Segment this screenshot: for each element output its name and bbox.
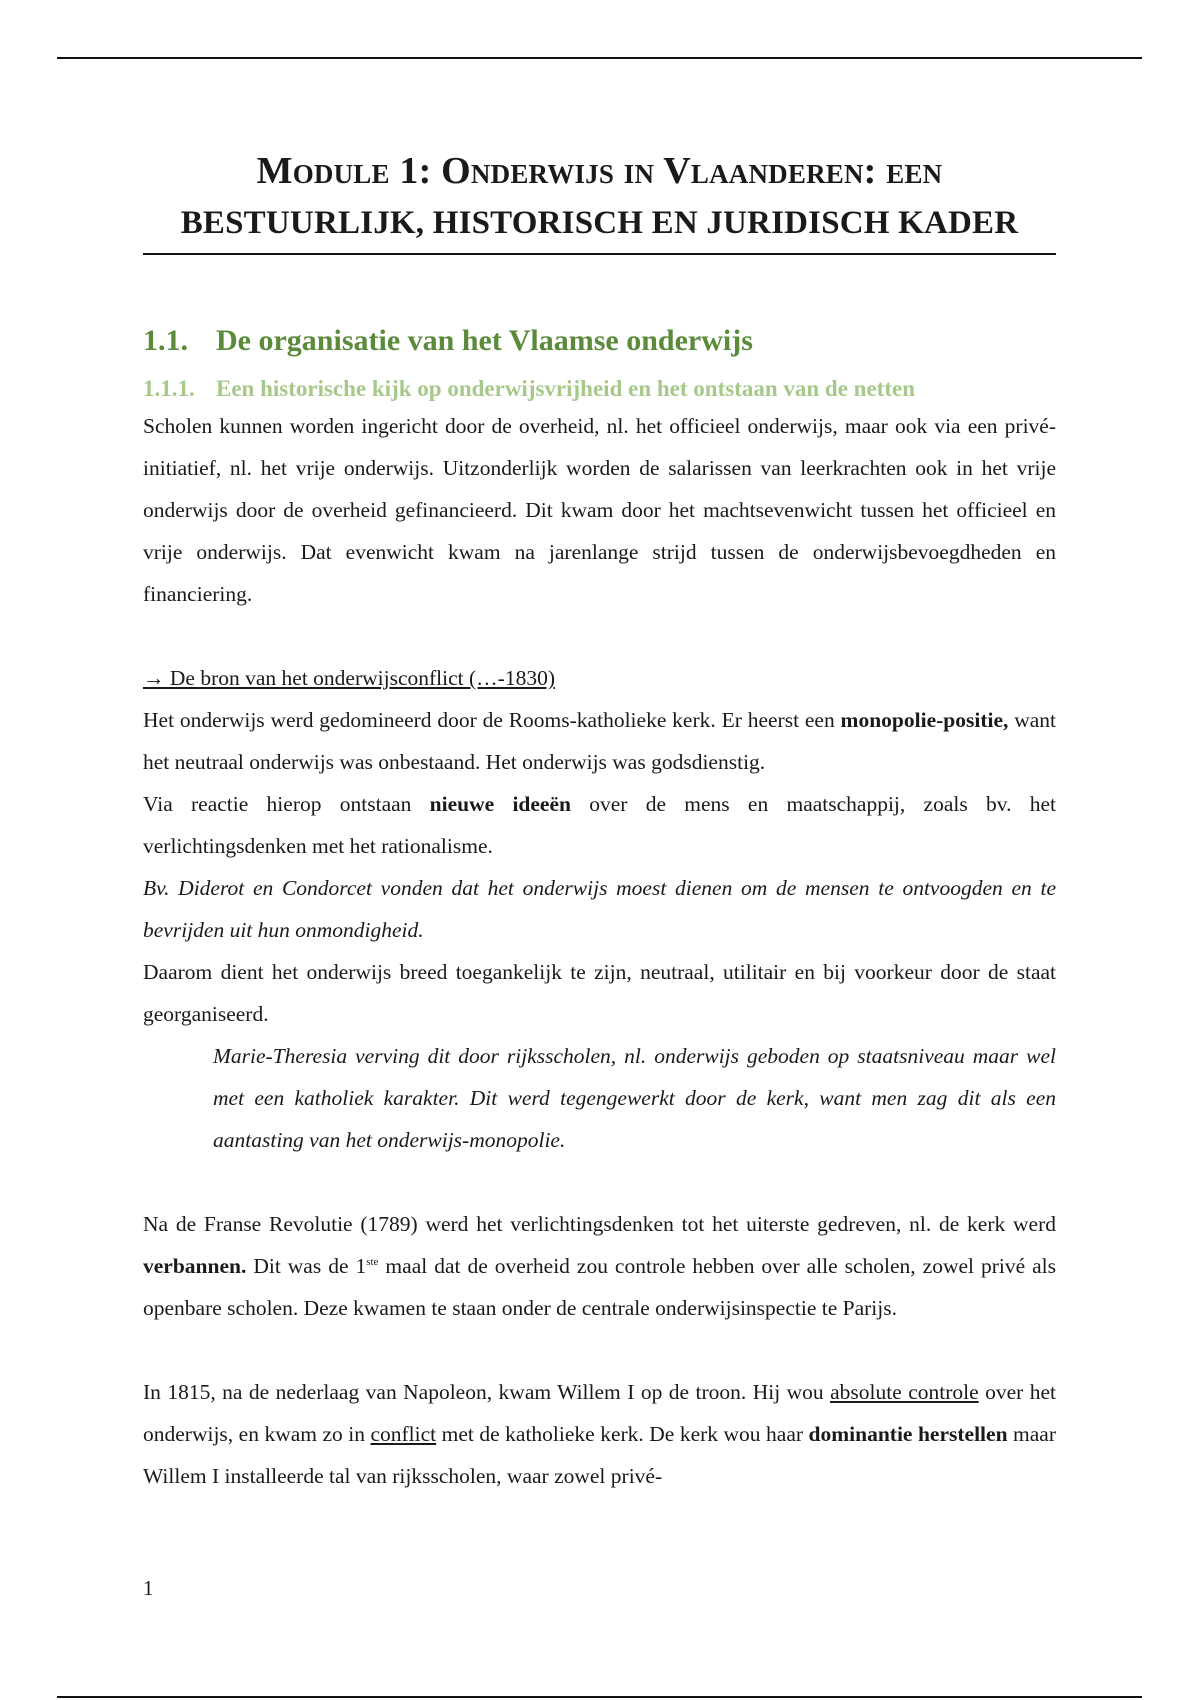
page-body	[143, 145, 1056, 1497]
conflict-heading: → De bron van het onderwijsconflict (…-1830)	[143, 666, 555, 690]
footer-rule	[57, 1696, 1142, 1698]
title-line-1: Module 1: Onderwijs in Vlaanderen: een	[256, 150, 943, 192]
paragraph-example: Bv. Diderot en Condorcet vonden dat het onderwijs moest dienen om de mensen te ontvoogden en te bevrijden uit hun onmondigheid.	[143, 876, 1056, 942]
page-number: 1	[143, 1576, 154, 1600]
paragraph-marie-theresia: Marie-Theresia verving dit door rijksscholen, nl. onderwijs geboden op staatsniveau maar wel met een katholiek karakter. Dit werd tegengewerkt door de kerk, want men zag dit als een aantasting van het onderwijs-monopolie.	[213, 1044, 1056, 1152]
paragraph-willem: In 1815, na de nederlaag van Napoleon, kwam Willem I op de troon. Hij wou absolute controle over het onderwijs, en kwam zo in conflict met de katholieke kerk. De kerk wou haar dominantie herstellen maar Willem I installeerde tal van rijksscholen, waar zowel privé-	[143, 1380, 1056, 1488]
header-rule	[57, 57, 1142, 59]
paragraph-therefore: Daarom dient het onderwijs breed toegankelijk te zijn, neutraal, utilitair en bij voorkeur door de staat georganiseerd.	[143, 960, 1056, 1026]
module-title	[143, 145, 1056, 255]
title-line-2: BESTUURLIJK, HISTORISCH EN JURIDISCH KADER	[180, 205, 1019, 241]
subsection-heading: 1.1.1. Een historische kijk op onderwijsvrijheid en het ontstaan van de netten	[143, 376, 915, 401]
paragraph-revolution: Na de Franse Revolutie (1789) werd het verlichtingsdenken tot het uiterste gedreven, nl. de kerk werd verbannen. Dit was de 1ste maal dat de overheid zou controle hebben over alle scholen, zowel privé als openbare scholen. Deze kwamen te staan onder de centrale onderwijsinspectie te Parijs.	[143, 1212, 1056, 1320]
paragraph-intro: Scholen kunnen worden ingericht door de overheid, nl. het officieel onderwijs, maar ook via een privé-initiatief, nl. het vrije onderwijs. Uitzonderlijk worden de salarissen van leerkrachten ook in het vrije onderwijs door de overheid gefinancieerd. Dit kwam door het machtsevenwicht tussen het officieel en vrije onderwijs. Dat evenwicht kwam na jarenlange strijd tussen de onderwijsbevoegdheden en financiering.	[143, 414, 1056, 606]
section-heading: 1.1. De organisatie van het Vlaamse onderwijs	[143, 324, 753, 357]
paragraph-monopoly: Het onderwijs werd gedomineerd door de Rooms-katholieke kerk. Er heerst een monopolie-positie, want het neutraal onderwijs was onbestaand. Het onderwijs was godsdienstig.	[143, 708, 1056, 774]
paragraph-new-ideas: Via reactie hierop ontstaan nieuwe ideeën over de mens en maatschappij, zoals bv. het verlichtingsdenken met het rationalisme.	[143, 792, 1056, 858]
